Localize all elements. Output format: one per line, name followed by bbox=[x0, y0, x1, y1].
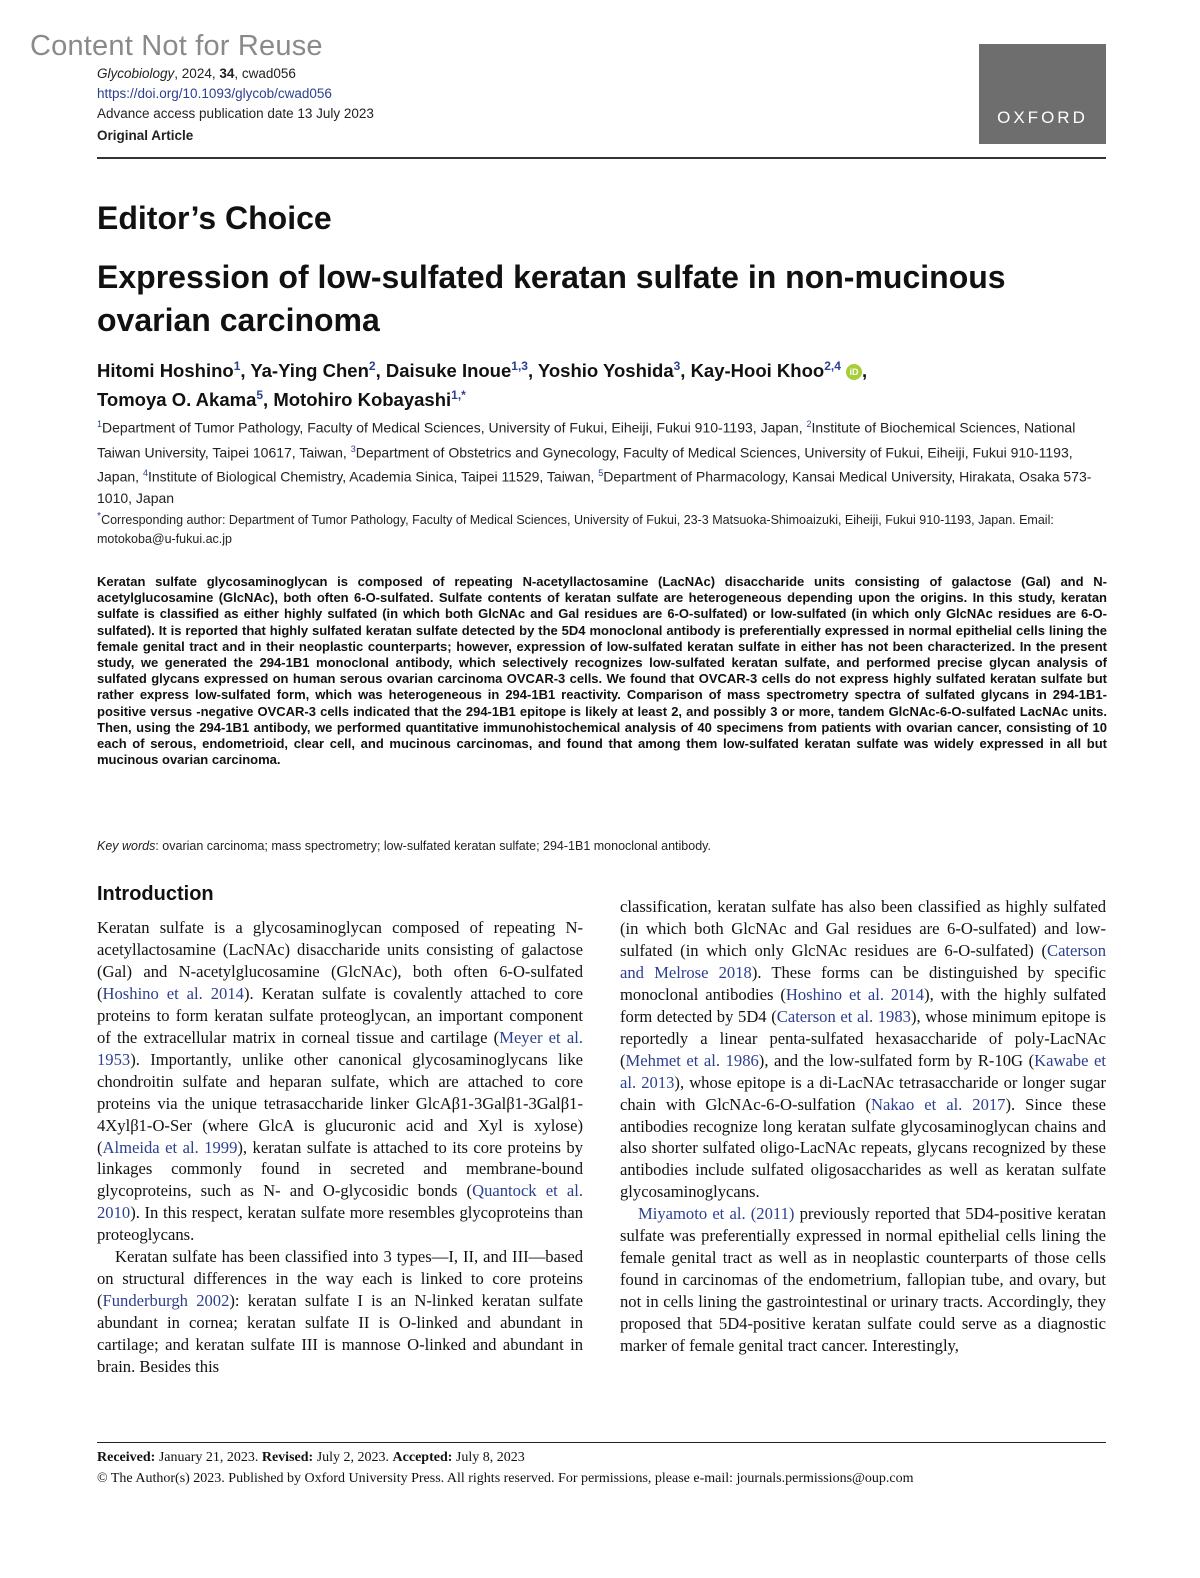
doi-link[interactable]: https://doi.org/10.1093/glycob/cwad056 bbox=[97, 86, 332, 101]
affiliation-text: Department of Tumor Pathology, Faculty of Medical Sciences, University of Fukui, Eiheiji, Fukui 910-1193, Japan, bbox=[102, 419, 807, 436]
reference-link[interactable]: Nakao et al. 2017 bbox=[871, 1094, 1006, 1114]
affiliation-text: Institute of Biological Chemistry, Academia Sinica, Taipei 11529, Taiwan, bbox=[147, 468, 599, 485]
author-name[interactable]: , Yoshio Yoshida bbox=[527, 360, 674, 382]
body-text: ). Importantly, unlike other canonical glycosaminoglycans like chondroitin sulfate and heparan sulfate, which are attached to core proteins via the unique tetrasaccharide linker GlcAβ1-3Galβ1-3Galβ1-4Xylβ1-O-Ser (where GlcA is glucuronic acid and Xyl is xylose) ( bbox=[97, 1049, 583, 1157]
introduction-heading: Introduction bbox=[97, 883, 214, 905]
header-divider bbox=[97, 157, 1106, 159]
author-affiliation-mark: 1,* bbox=[451, 388, 466, 403]
author-affiliation-mark: 1,3 bbox=[511, 359, 528, 373]
affiliations bbox=[97, 414, 1107, 509]
reference-link[interactable]: Caterson and Melrose 2018 bbox=[620, 940, 1106, 982]
author-affiliation-mark: 5 bbox=[256, 388, 264, 403]
publication-dates bbox=[97, 1450, 525, 1466]
body-column-left bbox=[97, 917, 583, 1378]
reference-link[interactable]: Mehmet et al. 1986 bbox=[625, 1050, 759, 1070]
received-date: January 21, 2023. bbox=[155, 1450, 262, 1465]
footer-divider bbox=[97, 1442, 1106, 1443]
journal-name: Glycobiology bbox=[97, 66, 175, 81]
author-affiliation-mark: 1 bbox=[233, 359, 241, 373]
received-label: Received: bbox=[97, 1450, 156, 1465]
citation-id: , cwad056 bbox=[234, 66, 296, 81]
author-affiliation-mark: 2,4 bbox=[824, 359, 841, 373]
body-text: Keratan sulfate is a glycosaminoglycan composed of repeating N-acetyllactosamine (LacNAc) disaccharide units consisting of galactose (Gal) and N-acetylglucosamine (GlcNAc), both often 6-O-sulfated ( bbox=[97, 918, 583, 1003]
author-affiliation-mark: 3 bbox=[673, 359, 681, 373]
article-title: Expression of low-sulfated keratan sulfate in non-mucinous ovarian carcinoma bbox=[97, 259, 1006, 338]
author-name[interactable]: , Motohiro Kobayashi bbox=[263, 389, 452, 411]
advance-access-date: Advance access publication date 13 July 2023 bbox=[97, 106, 374, 121]
affiliation-number: 3 bbox=[350, 443, 356, 454]
reference-link[interactable]: Miyamoto et al. (2011) bbox=[638, 1204, 795, 1224]
paragraph bbox=[620, 896, 1106, 1203]
abstract: Keratan sulfate glycosaminoglycan is composed of repeating N-acetyllactosamine (LacNAc) disaccharide units consisting of galactose (Gal) and N-acetylglucosamine (GlcNAc), both often 6-O-sulfated. Sulfate contents of keratan sulfate are heterogeneous depending upon the origins. In this study, keratan sulfate is classified as either highly sulfated (in which both GlcNAc and Gal residues are 6-O-sulfated) or low-sulfated (in which only GlcNAc residues are 6-O-sulfated). It is reported that highly sulfated keratan sulfate detected by the 5D4 monoclonal antibody is preferentially expressed in normal epithelial cells lining the female genital tract and in their neoplastic counterparts; however, expression of low-sulfated keratan sulfate in either has not been characterized. In the present study, we generated the 294-1B1 monoclonal antibody, which selectively recognizes low-sulfated keratan sulfate, and performed precise glycan analysis of sulfated glycans expressed on human serous ovarian carcinoma OVCAR-3 cells. We found that OVCAR-3 cells do not express highly sulfated keratan sulfate but rather express low-sulfated form, which was heterogeneous in 294-1B1 reactivity. Comparison of mass spectrometry spectra of sulfated glycans in 294-1B1-positive versus -negative OVCAR-3 cells indicated that the 294-1B1 epitope is likely at least 2, and possibly 3 or more, tandem GlcNAc-6-O-sulfated LacNAc units. Then, using the 294-1B1 antibody, we performed quantitative immunohistochemical analysis of 40 specimens from patients with ovarian cancer, consisting of 10 each of serous, endometrioid, clear cell, and mucinous carcinomas, and found that among them low-sulfated keratan sulfate was widely expressed in all but mucinous ovarian carcinoma. bbox=[97, 574, 1107, 768]
watermark: Content Not for Reuse bbox=[30, 30, 323, 62]
body-text: Keratan sulfate has been classified into 3 types—I, II, and III—based on structural differences in the way each is linked to core proteins ( bbox=[97, 1247, 583, 1311]
body-text: ), keratan sulfate is attached to its core proteins by linkages commonly found in secreted and membrane-bound glycoproteins, such as N- and O-glycosidic bonds ( bbox=[97, 1137, 583, 1201]
body-text: ), whose minimum epitope is reportedly a linear penta-sulfated hexasaccharide of poly-LacNAc ( bbox=[620, 1006, 1106, 1070]
keywords-text: : ovarian carcinoma; mass spectrometry; low-sulfated keratan sulfate; 294-1B1 monoclonal antibody. bbox=[155, 839, 711, 853]
body-text: ). These forms can be distinguished by specific monoclonal antibodies ( bbox=[620, 962, 1106, 1004]
accepted-date: July 8, 2023 bbox=[452, 1450, 525, 1465]
corresponding-author bbox=[97, 507, 1107, 549]
citation-year: , 2024, bbox=[174, 66, 220, 81]
body-column-right bbox=[620, 896, 1106, 1357]
publisher-logo: OXFORD bbox=[979, 44, 1106, 144]
reference-link[interactable]: Kawabe et al. 2013 bbox=[620, 1050, 1107, 1092]
author-name[interactable]: , Kay-Hooi Khoo bbox=[680, 360, 825, 382]
reference-link[interactable]: Quantock et al. 2010 bbox=[97, 1181, 583, 1223]
body-text: ): keratan sulfate I is an N-linked keratan sulfate abundant in cornea; keratan sulfate II is O-linked and abundant in cartilage; and keratan sulfate III is mannose O-linked and abundant in brain. Besides this bbox=[97, 1291, 583, 1377]
editors-choice-heading: Editor’s Choice bbox=[97, 200, 332, 236]
copyright-notice: © The Author(s) 2023. Published by Oxford University Press. All rights reserved. For permissions, please e-mail: journals.permissions@oup.com bbox=[97, 1471, 914, 1486]
affiliation-text: Institute of Biochemical Sciences, National Taiwan University, Taipei 10617, Taiwan, bbox=[97, 419, 1076, 461]
affiliation-number: 4 bbox=[142, 468, 148, 479]
body-text: previously reported that 5D4-positive keratan sulfate was preferentially expressed in normal epithelial cells lining the female genital tract as well as in neoplastic counterparts of those cells found in carcinomas of the endometrium, fallopian tube, and ovary, but not in cells lining the gastrointestinal or urinary tracts. Accordingly, they proposed that 5D4-positive keratan sulfate could serve as a diagnostic marker of female genital tract cancer. Interestingly, bbox=[620, 1204, 1106, 1356]
author-name[interactable]: , Daisuke Inoue bbox=[375, 360, 512, 382]
reference-link[interactable]: Meyer et al. 1953 bbox=[97, 1027, 583, 1069]
corresponding-mark: * bbox=[97, 511, 102, 522]
body-text: ), and the low-sulfated form by R-10G ( bbox=[758, 1050, 1035, 1070]
author-name[interactable]: Tomoya O. Akama bbox=[97, 389, 257, 411]
paragraph bbox=[620, 1203, 1106, 1357]
author-name[interactable]: Hitomi Hoshino bbox=[97, 360, 234, 382]
author-name[interactable]: , Ya-Ying Chen bbox=[240, 360, 369, 382]
reference-link[interactable]: Almeida et al. 1999 bbox=[102, 1137, 238, 1157]
keywords bbox=[97, 839, 711, 853]
reference-link[interactable]: Hoshino et al. 2014 bbox=[785, 984, 925, 1004]
reference-link[interactable]: Hoshino et al. 2014 bbox=[102, 983, 244, 1003]
body-text: classification, keratan sulfate has also been classified as highly sulfated (in which both GlcNAc and Gal residues are 6-O-sulfated) and low-sulfated (in which only GlcNAc residues are 6-O-sulfated) ( bbox=[620, 897, 1106, 960]
keywords-label: Key words bbox=[97, 839, 156, 853]
article-type: Original Article bbox=[97, 128, 194, 143]
affiliation-text: Department of Obstetrics and Gynecology, Faculty of Medical Sciences, University of Fukui, Eiheiji, Fukui 910-1193, Japan, bbox=[97, 444, 1073, 485]
journal-citation bbox=[97, 66, 296, 81]
body-text: ), with the highly sulfated form detected by 5D4 ( bbox=[620, 984, 1106, 1026]
paragraph bbox=[97, 917, 583, 1246]
accepted-label: Accepted: bbox=[392, 1450, 453, 1465]
body-text: ), whose epitope is a di-LacNAc tetrasaccharide or longer sugar chain with GlcNAc-6-O-sulfation ( bbox=[620, 1072, 1106, 1114]
revised-date: July 2, 2023. bbox=[313, 1450, 393, 1465]
body-text: ). In this respect, keratan sulfate more resembles glycoproteins than proteoglycans. bbox=[97, 1203, 583, 1245]
affiliation-text: Department of Pharmacology, Kansai Medical University, Hirakata, Osaka 573-1010, Japan bbox=[97, 468, 1092, 506]
affiliation-number: 2 bbox=[806, 419, 812, 429]
affiliation-number: 1 bbox=[97, 419, 103, 429]
reference-link[interactable]: Caterson et al. 1983 bbox=[776, 1006, 911, 1026]
orcid-icon[interactable]: iD bbox=[846, 364, 862, 380]
reference-link[interactable]: Funderburgh 2002 bbox=[102, 1291, 230, 1311]
body-text: ). Since these antibodies recognize long keratan sulfate glycosaminoglycan chains and also shorter sulfated oligo-LacNAc repeats, glycans recognized by these antibodies include sulfated oligosaccharides as well as keratan sulfate glycosaminoglycans. bbox=[620, 1094, 1106, 1202]
citation-volume: 34 bbox=[219, 66, 235, 81]
author-list: Hitomi Hoshino$^1$, Ya-Ying Chen$^2$, Daisuke Inoue$^{1,3}$, Yoshio Yoshida$^3$, Kay-Hooi Khoo$^{2,4}$ iD , Tomoya O. Akama$^5$, Motohiro Kobayashi$^{1,*}$ bbox=[97, 359, 868, 411]
revised-label: Revised: bbox=[261, 1450, 314, 1465]
paragraph bbox=[97, 1246, 583, 1378]
affiliation-number: 5 bbox=[598, 468, 604, 479]
author-affiliation-mark: 2 bbox=[368, 359, 376, 373]
corresponding-text: Corresponding author: Department of Tumor Pathology, Faculty of Medical Sciences, University of Fukui, 23-3 Matsuoka-Shimoaizuki, Eiheiji, Fukui 910-1193, Japan. Email: motokoba@u-fukui.ac.jp bbox=[97, 513, 1054, 547]
body-text: ). Keratan sulfate is covalently attached to core proteins to form keratan sulfate proteoglycan, an important component of the extracellular matrix in corneal tissue and cartilage ( bbox=[97, 983, 583, 1047]
